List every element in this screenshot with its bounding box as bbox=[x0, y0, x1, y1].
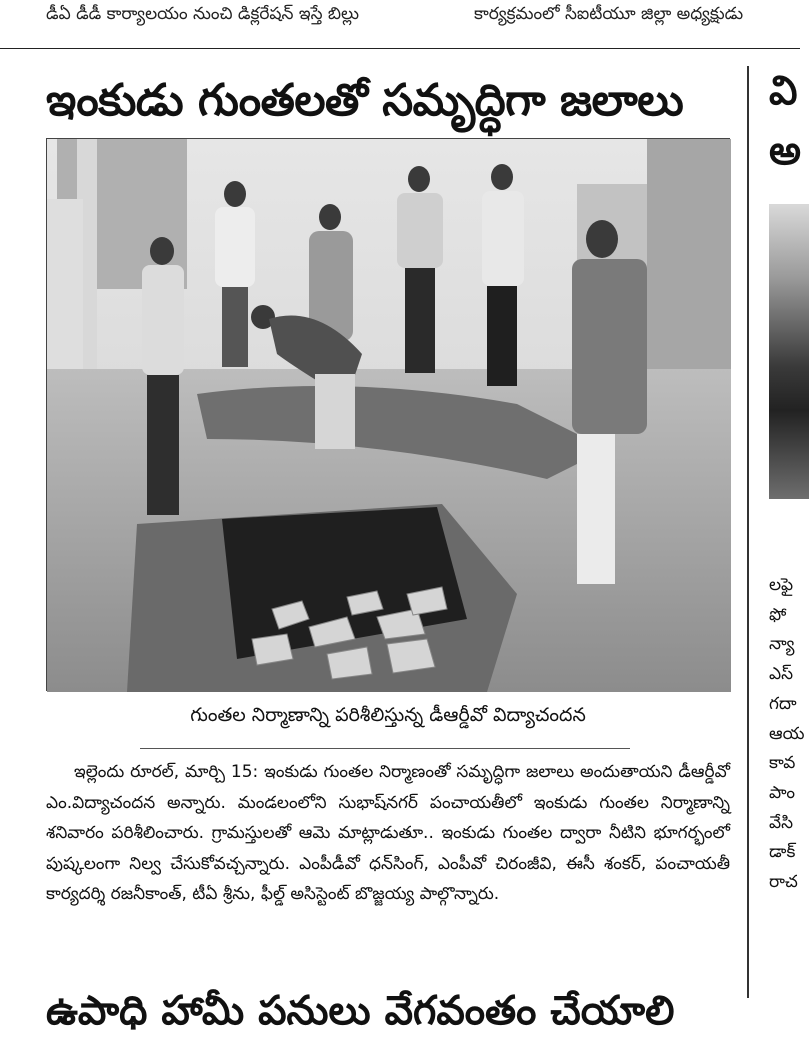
adjacent-body-line: ఎస్ bbox=[769, 664, 794, 685]
photo-caption: గుంతల నిర్మాణాన్ని పరిశీలిస్తున్న డీఆర్డీవో విద్యాచందన bbox=[190, 704, 586, 726]
adjacent-body-line: ఆయ bbox=[769, 723, 805, 744]
adjacent-body-line: డాక్ bbox=[769, 842, 796, 863]
article-headline: ఇంకుడు గుంతలతో సమృద్ధిగా జలాలు bbox=[46, 75, 684, 126]
adjacent-body-line: కావ bbox=[769, 753, 796, 774]
adjacent-headline-line-1: వి bbox=[769, 68, 798, 114]
news-photo-illustration bbox=[47, 139, 731, 692]
previous-article-line-right: కార్యక్రమంలో సీఐటీయూ జిల్లా అధ్యక్షుడు bbox=[474, 4, 744, 24]
news-photo bbox=[46, 138, 730, 691]
adjacent-body-line: లఫై bbox=[769, 575, 794, 595]
adjacent-body-line: వేసి bbox=[769, 812, 794, 833]
adjacent-body-fragments bbox=[769, 571, 804, 898]
adjacent-body-line: ఫో bbox=[769, 604, 787, 625]
article-body: ఇల్లెందు రూరల్, మార్చి 15: ఇంకుడు గుంతల నిర్మాణంతో సమృద్ధిగా జలాలు అందుతాయని డీఆర్డీవో ఎం.విద్యాచందన అన్నారు. మండలంలోని సుభాష్‌నగర్ పంచాయతీలో ఇంకుడు గుంతల నిర్మాణాన్ని శనివారం పరిశీలించారు. గ్రామస్తులతో ఆమె మాట్లాడుతూ.. ఇంకుడు గుంతల ద్వారా నీటిని భూగర్భంలో పుష్కలంగా నిల్వ చేసుకోవచ్చన్నారు. ఎంపీడీవో ధన్‌సింగ్, ఎంపీవో చిరంజీవి, ఈసీ శంకర్, పంచాయతీ కార్యదర్శి రజనీకాంత్, టీఏ శ్రీను, ఫీల్డ్ అసిస్టెంట్ బొజ్జయ్య పాల్గొన్నారు. bbox=[46, 762, 730, 904]
adjacent-body-line: రాచ bbox=[769, 872, 798, 893]
previous-article-strip bbox=[0, 0, 800, 49]
adjacent-article-column bbox=[755, 66, 805, 998]
caption-divider bbox=[140, 748, 630, 749]
column-divider bbox=[747, 66, 749, 998]
next-article-headline: ఉపాధి హామీ పనులు వేగవంతం చేయాలి bbox=[46, 988, 675, 1034]
adjacent-body-line: న్యా bbox=[769, 634, 795, 655]
adjacent-body-line: పాం bbox=[769, 782, 795, 803]
previous-article-line-left: డీఏ డీడీ కార్యాలయం నుంచి డిక్లరేషన్ ఇస్తే బిల్లు bbox=[46, 4, 359, 24]
adjacent-headline-line-2: అ bbox=[769, 128, 801, 174]
adjacent-body-line: గదా bbox=[769, 693, 797, 714]
adjacent-photo bbox=[769, 204, 809, 499]
